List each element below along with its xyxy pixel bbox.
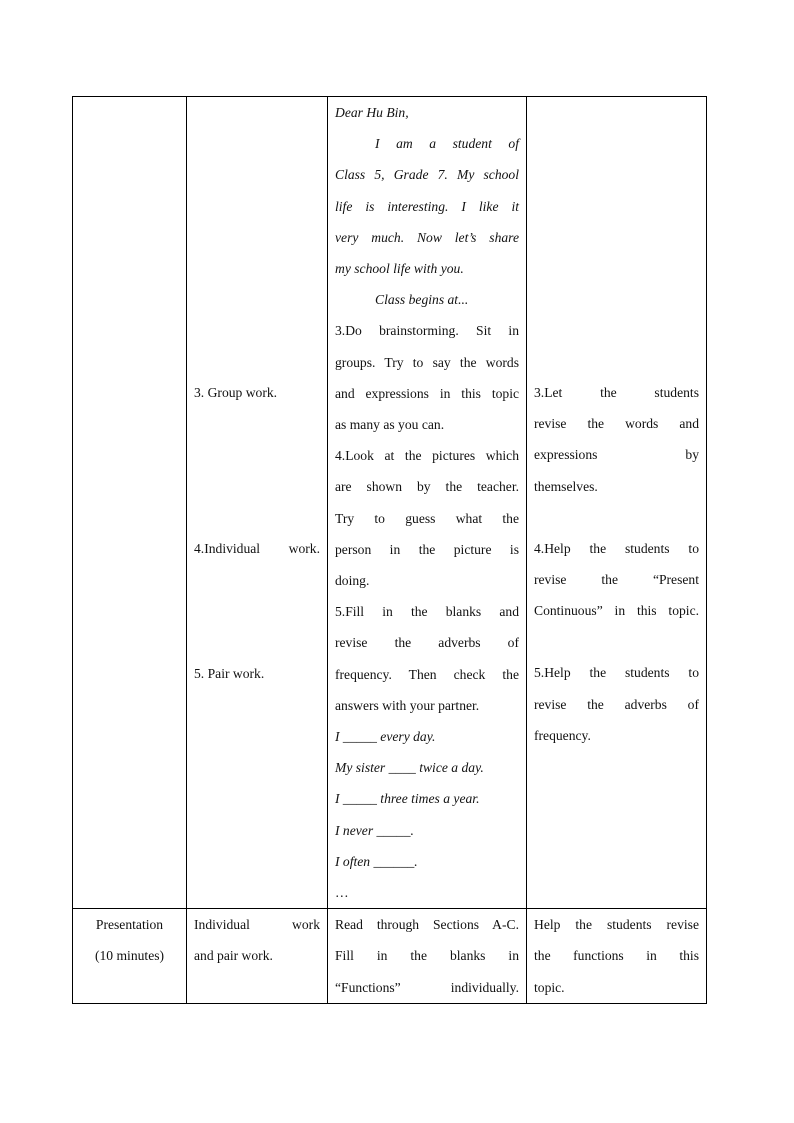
exercise-sentence: My sister ____ twice a day. xyxy=(335,760,484,776)
purpose4-line: revise the “Present xyxy=(534,572,699,588)
activity-line: Read through Sections A-C. xyxy=(335,917,519,933)
purpose-line: topic. xyxy=(534,979,565,995)
letter-line: very much. Now let’s share xyxy=(335,229,519,245)
exercise-sentence: I _____ three times a year. xyxy=(335,791,480,807)
purpose4-line: 4.Help the students to xyxy=(534,540,699,556)
letter-line: Dear Hu Bin, xyxy=(335,105,409,120)
purpose-cell xyxy=(527,909,707,1004)
activity-line: Fill in the blanks in xyxy=(335,948,519,964)
purpose3-line: 3.Let the students xyxy=(534,385,699,400)
letter-line: my school life with you. xyxy=(335,261,464,277)
purpose-line: Help the students revise xyxy=(534,917,699,933)
mode-line: and pair work. xyxy=(194,948,273,964)
purpose3-line: themselves. xyxy=(534,478,598,494)
step3-line: groups. Try to say the words xyxy=(335,354,519,370)
letter-line: life is interesting. I like it xyxy=(335,198,519,214)
table-row xyxy=(73,97,707,909)
group-work-label: 3. Group work. xyxy=(194,385,278,400)
step4-line: are shown by the teacher. xyxy=(335,479,519,495)
purpose5-line: frequency. xyxy=(534,727,591,743)
stage-duration: (10 minutes) xyxy=(94,948,165,964)
purpose5-line: 5.Help the students to xyxy=(534,665,699,681)
individual-work-label: 4.Individual work. xyxy=(194,541,320,557)
purpose5-line: revise the adverbs of xyxy=(534,696,699,712)
stage-name: Presentation xyxy=(95,917,164,933)
exercise-sentence: I never _____. xyxy=(335,822,414,838)
letter-line: Class begins at... xyxy=(375,292,469,308)
step5-line: 5.Fill in the blanks and xyxy=(335,604,519,620)
stage-cell-empty xyxy=(73,97,187,909)
exercise-sentence: I often ______. xyxy=(335,853,418,869)
step4-line: 4.Look at the pictures which xyxy=(335,448,519,464)
purpose4-line: Continuous” in this topic. xyxy=(534,603,699,619)
purpose-line: the functions in this xyxy=(534,948,699,964)
lesson-plan-table xyxy=(72,96,707,1004)
step3-line: as many as you can. xyxy=(335,417,445,433)
stage-cell xyxy=(73,909,187,1004)
exercise-sentence: I _____ every day. xyxy=(335,729,436,745)
step4-line: doing. xyxy=(335,573,370,589)
mode-cell xyxy=(187,97,328,909)
mode-line: Individual work xyxy=(194,917,320,933)
step3-line: and expressions in this topic xyxy=(335,385,519,401)
step5-line: frequency. Then check the xyxy=(335,666,519,682)
letter-line: Class 5, Grade 7. My school xyxy=(335,167,519,183)
purpose-cell xyxy=(527,97,707,909)
step5-line: revise the adverbs of xyxy=(335,635,519,651)
step5-line: answers with your partner. xyxy=(335,697,480,713)
step4-line: person in the picture is xyxy=(335,541,519,557)
step3-line: 3.Do brainstorming. Sit in xyxy=(335,323,519,339)
activity-cell xyxy=(328,97,527,909)
step4-line: Try to guess what the xyxy=(335,510,519,526)
ellipsis: … xyxy=(335,885,349,901)
activity-line: “Functions” individually. xyxy=(335,979,519,995)
letter-line: I am a student of xyxy=(375,136,519,152)
pair-work-label: 5. Pair work. xyxy=(194,666,265,682)
activity-cell xyxy=(328,909,527,1004)
table-row xyxy=(73,909,707,1004)
purpose3-line: expressions by xyxy=(534,447,699,463)
mode-cell xyxy=(187,909,328,1004)
purpose3-line: revise the words and xyxy=(534,416,699,432)
